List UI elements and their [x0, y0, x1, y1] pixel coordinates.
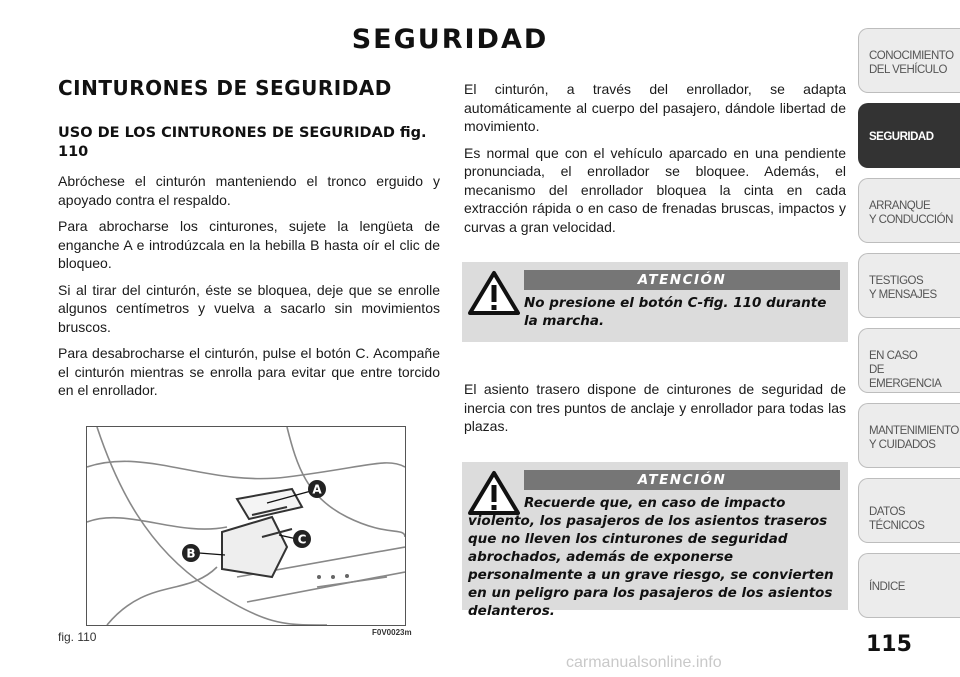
page-number: 115 [866, 632, 912, 657]
left-column [58, 172, 440, 408]
tab-datos-tecnicos[interactable]: DATOS TÉCNICOS [858, 478, 960, 543]
label-c: C [297, 532, 307, 547]
paragraph: Es normal que con el vehículo aparcado en una pendiente pronunciada, el enrollador se bloquee. Además, el mecanismo del enrollador bloquea la cinta en cada extracción rápida o en caso de frenadas bruscas, impactos y curvas a gran velocidad. [464, 144, 846, 235]
chapter-tabs [858, 28, 960, 628]
figure-code: F0V0023m [372, 628, 412, 637]
watermark: carmanualsonline.info [566, 654, 722, 671]
right-column [464, 80, 846, 244]
label-a: A [312, 482, 322, 497]
tab-emergencia[interactable]: EN CASO DE EMERGENCIA [858, 328, 960, 393]
paragraph: Si al tirar del cinturón, éste se bloquea, deje que se enrolle algunos centímetros y vuelva a sacarlo sin movimientos bruscos. [58, 281, 440, 335]
paragraph: El cinturón, a través del enrollador, se adapta automáticamente al cuerpo del pasajero, dándole libertad de movimiento. [464, 81, 846, 134]
tab-seguridad[interactable]: SEGURIDAD [858, 103, 960, 168]
right-column-paragraph: El asiento trasero dispone de cinturones de seguridad de inercia con tres puntos de anclaje y enrollador para todas las plazas. [464, 381, 846, 434]
tab-conocimiento[interactable]: CONOCIMIENTO DEL VEHÍCULO [858, 28, 960, 93]
warning-box [462, 262, 848, 342]
warning-text: No presione el botón C-fig. 110 durante la marcha. [524, 295, 827, 329]
tab-arranque[interactable]: ARRANQUE Y CONDUCCIÓN [858, 178, 960, 243]
figure-caption: fig. 110 [58, 630, 97, 644]
subsection-heading: USO DE LOS CINTURONES DE SEGURIDAD fig. 110 [58, 125, 427, 160]
paragraph: Abróchese el cinturón manteniendo el tronco erguido y apoyado contra el respaldo. [58, 173, 440, 208]
paragraph: Para desabrocharse el cinturón, pulse el botón C. Acompañe el cinturón mientras se enrolla para evitar que entre torcido en el enrollador. [58, 345, 440, 398]
warning-heading: ATENCIÓN [524, 470, 840, 490]
warning-triangle-icon [468, 270, 520, 316]
seatbelt-illustration [87, 427, 405, 625]
section-title: CINTURONES DE SEGURIDAD [58, 76, 392, 100]
tab-mantenimiento[interactable]: MANTENIMIENTO Y CUIDADOS [858, 403, 960, 468]
tab-testigos[interactable]: TESTIGOS Y MENSAJES [858, 253, 960, 318]
seatbelt-figure [86, 426, 406, 626]
label-b: B [186, 546, 196, 561]
tab-indice[interactable]: ÍNDICE [858, 553, 960, 618]
warning-text: Recuerde que, en caso de impacto violento, los pasajeros de los asientos traseros que no lleven los cinturones de seguridad abrochados, además de exponerse personalmente a un grave riesgo, se convierten en un peligro para los pasajeros de los asientos delanteros. [468, 495, 834, 619]
page-title: SEGURIDAD [351, 24, 549, 55]
warning-heading: ATENCIÓN [524, 270, 840, 290]
paragraph: Para abrocharse los cinturones, sujete la lengüeta de enganche A e introdúzcala en la hebilla B hasta oír el clic de bloqueo. [58, 218, 440, 271]
warning-box [462, 462, 848, 619]
